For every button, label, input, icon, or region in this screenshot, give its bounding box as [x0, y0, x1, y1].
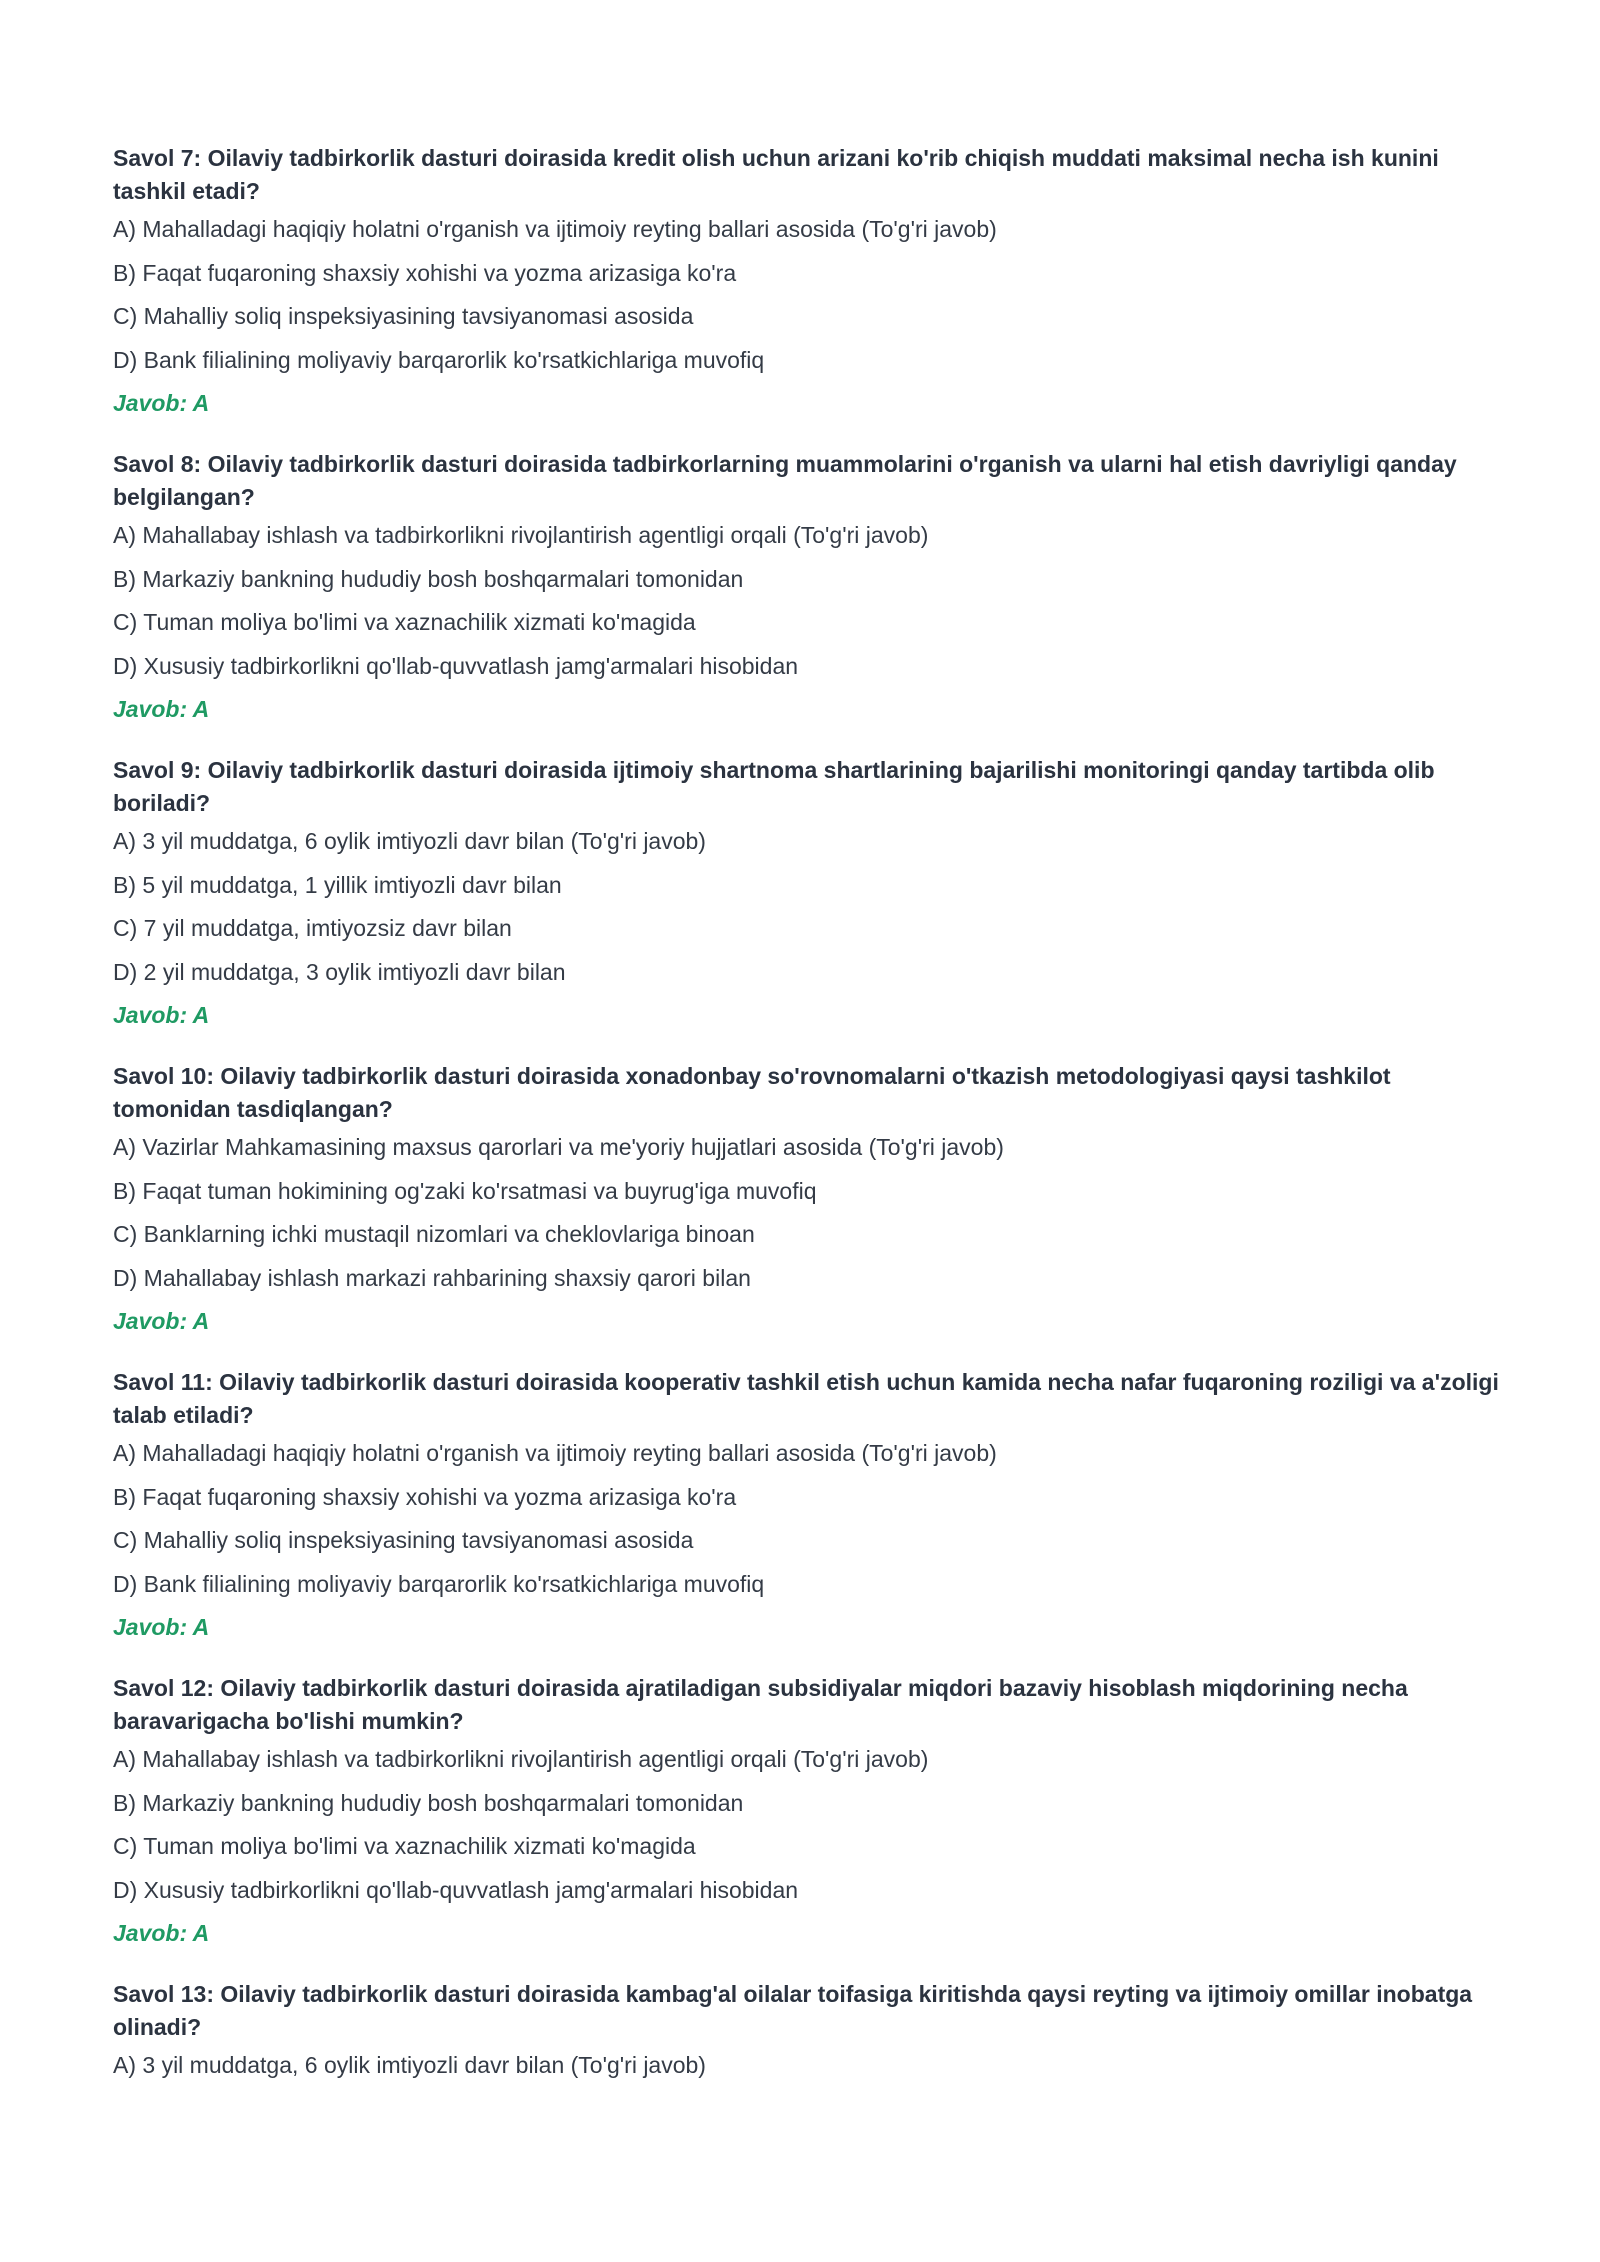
- question-9: [113, 754, 1503, 1030]
- answer-label: Javob: A: [113, 390, 210, 416]
- option-list: [113, 2051, 1503, 2080]
- option-c: C) Mahalliy soliq inspeksiyasining tavsiyanomasi asosida: [113, 303, 694, 329]
- question-title: Savol 9: Oilaviy tadbirkorlik dasturi doirasida ijtimoiy shartnoma shartlarining bajarilishi monitoringi qanday tartibda olib boriladi?: [113, 757, 1435, 816]
- question-title: Savol 10: Oilaviy tadbirkorlik dasturi doirasida xonadonbay so'rovnomalarni o'tkazish metodologiyasi qaysi tashkilot tomonidan tasdiqlangan?: [113, 1063, 1391, 1122]
- question-13: [113, 1978, 1503, 2080]
- option-c: C) Mahalliy soliq inspeksiyasining tavsiyanomasi asosida: [113, 1527, 694, 1553]
- question-title: Savol 11: Oilaviy tadbirkorlik dasturi doirasida kooperativ tashkil etish uchun kamida necha nafar fuqaroning roziligi va a'zoligi talab etiladi?: [113, 1369, 1499, 1428]
- answer-label: Javob: A: [113, 696, 210, 722]
- option-list: [113, 1439, 1503, 1599]
- option-a: A) 3 yil muddatga, 6 oylik imtiyozli davr bilan (To'g'ri javob): [113, 828, 706, 854]
- option-d: D) Xususiy tadbirkorlikni qo'llab-quvvatlash jamg'armalari hisobidan: [113, 652, 799, 679]
- option-a: A) Mahallabay ishlash va tadbirkorlikni rivojlantirish agentligi orqali (To'g'ri javob): [113, 522, 929, 548]
- answer-label: Javob: A: [113, 1614, 210, 1640]
- question-title: Savol 7: Oilaviy tadbirkorlik dasturi doirasida kredit olish uchun arizani ko'rib chiqish muddati maksimal necha ish kunini tashkil etadi?: [113, 145, 1439, 204]
- option-b: B) Faqat fuqaroning shaxsiy xohishi va yozma arizasiga ko'ra: [113, 259, 737, 286]
- question-8: [113, 448, 1503, 724]
- option-list: [113, 1133, 1503, 1293]
- document-page: [113, 142, 1503, 2110]
- question-10: [113, 1060, 1503, 1336]
- question-7: [113, 142, 1503, 418]
- option-c: C) Banklarning ichki mustaqil nizomlari va cheklovlariga binoan: [113, 1221, 755, 1247]
- option-list: [113, 1745, 1503, 1905]
- option-b: B) Faqat fuqaroning shaxsiy xohishi va yozma arizasiga ko'ra: [113, 1483, 737, 1510]
- answer-label: Javob: A: [113, 1920, 210, 1946]
- question-title: Savol 8: Oilaviy tadbirkorlik dasturi doirasida tadbirkorlarning muammolarini o'rganish va ularni hal etish davriyligi qanday belgilangan?: [113, 451, 1457, 510]
- option-a: A) Mahallabay ishlash va tadbirkorlikni rivojlantirish agentligi orqali (To'g'ri javob): [113, 1746, 929, 1772]
- option-list: [113, 827, 1503, 987]
- question-title: Savol 13: Oilaviy tadbirkorlik dasturi doirasida kambag'al oilalar toifasiga kiritishda qaysi reyting va ijtimoiy omillar inobatga olinadi?: [113, 1981, 1473, 2040]
- option-list: [113, 521, 1503, 681]
- option-d: D) Bank filialining moliyaviy barqarorlik ko'rsatkichlariga muvofiq: [113, 1570, 765, 1597]
- option-d: D) Xususiy tadbirkorlikni qo'llab-quvvatlash jamg'armalari hisobidan: [113, 1876, 799, 1903]
- option-list: [113, 215, 1503, 375]
- option-a: A) Vazirlar Mahkamasining maxsus qarorlari va me'yoriy hujjatlari asosida (To'g'ri javob): [113, 1134, 1004, 1160]
- option-c: C) Tuman moliya bo'limi va xaznachilik xizmati ko'magida: [113, 1833, 696, 1859]
- option-b: B) Markaziy bankning hududiy bosh boshqarmalari tomonidan: [113, 565, 744, 592]
- option-a: A) Mahalladagi haqiqiy holatni o'rganish va ijtimoiy reyting ballari asosida (To'g'ri javob): [113, 1440, 997, 1466]
- question-11: [113, 1366, 1503, 1642]
- option-b: B) Markaziy bankning hududiy bosh boshqarmalari tomonidan: [113, 1789, 744, 1816]
- option-c: C) 7 yil muddatga, imtiyozsiz davr bilan: [113, 915, 512, 941]
- answer-label: Javob: A: [113, 1002, 210, 1028]
- option-b: B) 5 yil muddatga, 1 yillik imtiyozli davr bilan: [113, 871, 562, 898]
- option-d: D) Bank filialining moliyaviy barqarorlik ko'rsatkichlariga muvofiq: [113, 346, 765, 373]
- option-b: B) Faqat tuman hokimining og'zaki ko'rsatmasi va buyrug'iga muvofiq: [113, 1177, 817, 1204]
- question-12: [113, 1672, 1503, 1948]
- option-c: C) Tuman moliya bo'limi va xaznachilik xizmati ko'magida: [113, 609, 696, 635]
- question-title: Savol 12: Oilaviy tadbirkorlik dasturi doirasida ajratiladigan subsidiyalar miqdori bazaviy hisoblash miqdorining necha baravarigacha bo'lishi mumkin?: [113, 1675, 1408, 1734]
- option-d: D) 2 yil muddatga, 3 oylik imtiyozli davr bilan: [113, 958, 566, 985]
- answer-label: Javob: A: [113, 1308, 210, 1334]
- option-a: A) Mahalladagi haqiqiy holatni o'rganish va ijtimoiy reyting ballari asosida (To'g'ri javob): [113, 216, 997, 242]
- option-a: A) 3 yil muddatga, 6 oylik imtiyozli davr bilan (To'g'ri javob): [113, 2052, 706, 2078]
- option-d: D) Mahallabay ishlash markazi rahbarining shaxsiy qarori bilan: [113, 1264, 751, 1291]
